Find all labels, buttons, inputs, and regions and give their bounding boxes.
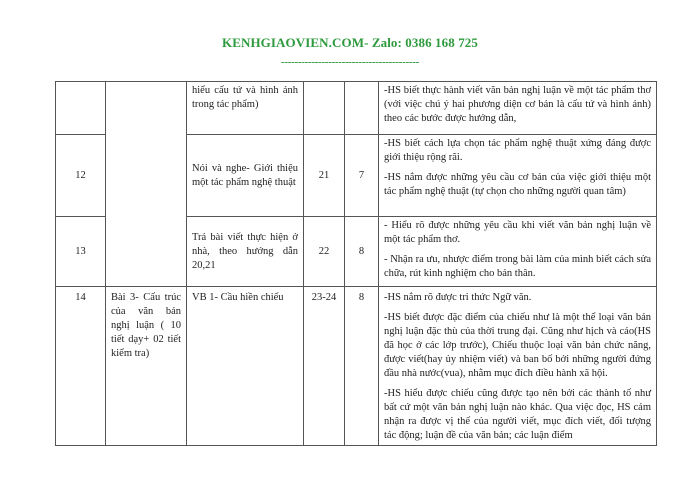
- table-row: [56, 287, 657, 446]
- lesson-cell: [106, 82, 187, 287]
- requirement-text: -HS nắm rõ được tri thức Ngữ văn.: [384, 292, 532, 303]
- lesson-cell: Bài 3- Cấu trúc của văn bản nghị luận ( 10 tiết dạy+ 02 tiết kiểm tra): [106, 287, 187, 446]
- requirements-cell: [379, 82, 657, 135]
- requirements-cell: [379, 287, 657, 446]
- row-number-cell: 12: [56, 135, 106, 217]
- count-cell: [345, 82, 379, 135]
- period-cell: 21: [304, 135, 345, 217]
- content-cell: Nói và nghe- Giới thiệu một tác phẩm nghệ thuật: [187, 135, 304, 217]
- row-number-cell: 14: [56, 287, 106, 446]
- table-row: [56, 82, 657, 135]
- requirement-text: -HS nắm được những yêu cầu cơ bản của việc giới thiệu một tác phẩm nghệ thuật (tự chọn cho những người quan tâm): [384, 172, 651, 197]
- requirement-text: -HS biết cách lựa chọn tác phẩm nghệ thuật xứng đáng được giới thiệu rộng rãi.: [384, 138, 651, 163]
- count-cell: 7: [345, 135, 379, 217]
- content-cell: VB 1- Cầu hiền chiếu: [187, 287, 304, 446]
- count-cell: 8: [345, 287, 379, 446]
- requirement-text: - Hiểu rõ được những yêu cầu khi viết văn bản nghị luận về một tác phẩm thơ.: [384, 220, 651, 245]
- period-cell: 23-24: [304, 287, 345, 446]
- curriculum-table: [55, 81, 657, 446]
- content-cell: hiểu cấu tứ và hình ảnh trong tác phẩm): [187, 82, 304, 135]
- count-cell: 8: [345, 217, 379, 287]
- requirement-text: -HS biết được đặc điểm của chiếu như là một thể loại văn bản nghị luận đặc thù của thời trung đại. Cũng như hịch và cáo(HS đã học ở các lớp trước), Chiếu thuộc loại văn bản chức năng, được viết(hay ủy nhiệm viết) và ban bố bởi những người đứng đầu nhà nước(vua), nhằm mục đích điều hành xã hội.: [384, 312, 651, 379]
- requirements-cell: [379, 135, 657, 217]
- row-number-cell: 13: [56, 217, 106, 287]
- header-dashed-rule: -----------------------------------------: [281, 56, 419, 68]
- requirements-cell: [379, 217, 657, 287]
- period-cell: [304, 82, 345, 135]
- page-header-title: KENHGIAOVIEN.COM- Zalo: 0386 168 725: [221, 35, 479, 50]
- requirement-text: -HS biết thực hành viết văn bản nghị luận về một tác phẩm thơ (với việc chú ý hai phương diện cơ bản là cấu tứ và hình ảnh) theo các bước được hướng dẫn,: [384, 85, 651, 124]
- content-cell: Trả bài viết thực hiện ở nhà, theo hướng dẫn 20,21: [187, 217, 304, 287]
- row-number-cell: [56, 82, 106, 135]
- period-cell: 22: [304, 217, 345, 287]
- requirement-text: -HS hiểu được chiếu cũng được tạo nên bởi các thành tố như bất cứ một văn bản nghị luận nào khác. Qua việc đọc, HS cảm nhận ra được vị thế của người viết, mục đích viết, đối tượng tác động; luận đề của văn bản; các luận điểm: [384, 388, 651, 441]
- requirement-text: - Nhận ra ưu, nhược điểm trong bài làm của mình biết cách sửa chữa, rút kinh nghiệm cho bản thân.: [384, 254, 651, 279]
